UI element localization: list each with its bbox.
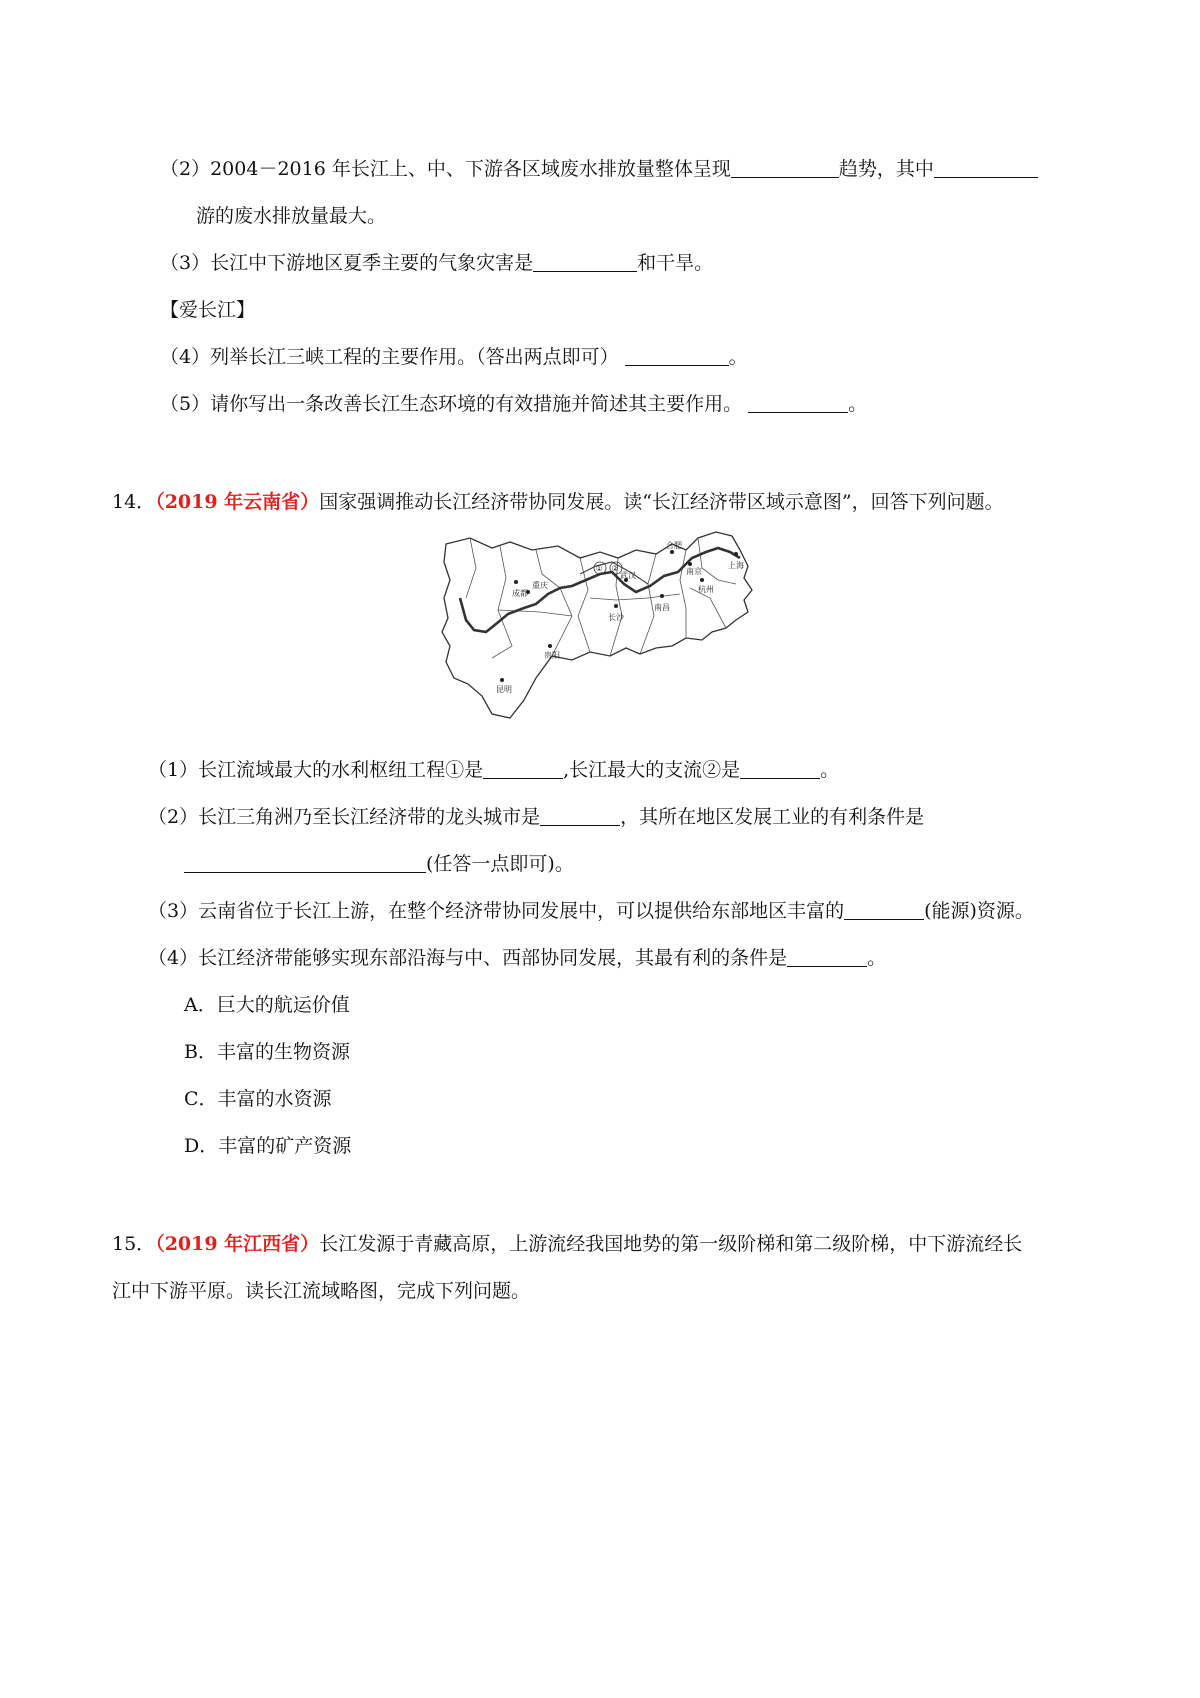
q14-1-answer-blank-1[interactable]: [483, 758, 563, 779]
map-label-chengdu: 成都: [512, 589, 528, 598]
q15-stem-1: 长江发源于青藏高原，上游流经我国地势的第一级阶梯和第二级阶梯，中下游流经长: [319, 1233, 1023, 1255]
q14-1-text-a: （1）长江流域最大的水利枢纽工程①是: [148, 759, 484, 781]
q15-stem-2: 江中下游平原。读长江流域略图，完成下列问题。: [112, 1280, 531, 1302]
map-label-guiyang: 贵阳: [544, 651, 560, 660]
map-label-mark-2: ②: [611, 564, 619, 573]
q14-1-text-b: ,长江最大的支流②是: [563, 759, 741, 781]
q13-2-answer-blank-1[interactable]: [731, 157, 839, 178]
q14-2-line1: [148, 805, 924, 829]
q14-number: 14．: [112, 491, 156, 513]
q14-option-d[interactable]: [184, 1134, 351, 1158]
map-label-hangzhou: 杭州: [698, 585, 714, 594]
q13-2-text-b: 趋势，其中: [838, 158, 934, 180]
q14-2-text-c: (任答一点即可)。: [426, 853, 574, 875]
q14-2-line2: [184, 852, 574, 876]
q14-option-a-text: A．巨大的航运价值: [184, 994, 350, 1016]
q13-2-line1: [160, 157, 1038, 181]
map-label-nanchang: 南昌: [654, 603, 670, 612]
map-label-changsha: 长沙: [608, 613, 624, 622]
q13-4-text-b: 。: [728, 346, 748, 368]
q14-1-answer-blank-2[interactable]: [740, 758, 820, 779]
q14-3-line: [148, 899, 1034, 923]
map-label-hefei: 合肥: [666, 541, 682, 550]
q13-2-text-a: （2）2004－2016 年长江上、中、下游各区域废水排放量整体呈现: [160, 158, 731, 180]
q14-option-c-text: C．丰富的水资源: [184, 1088, 332, 1110]
q14-4-text-b: 。: [867, 947, 887, 969]
q13-5-answer-blank[interactable]: [748, 392, 848, 413]
q13-2-answer-blank-2[interactable]: [934, 157, 1038, 178]
q15-stem-line1: [112, 1232, 1022, 1256]
q13-3-text-b: 和干旱。: [637, 252, 714, 274]
q14-3-answer-blank[interactable]: [844, 899, 924, 920]
changjiang-economic-belt-map: [440, 528, 760, 728]
q14-1-text-c: 。: [820, 759, 840, 781]
q14-2-answer-blank-2[interactable]: [184, 852, 426, 873]
q14-3-text-b: (能源)资源。: [924, 900, 1034, 922]
q13-4-line: [160, 345, 748, 369]
q14-2-text-b: ，其所在地区发展工业的有利条件是: [620, 806, 925, 828]
q13-4-text-a: （4）列举长江三峡工程的主要作用。（答出两点即可）: [160, 346, 619, 368]
q14-2-text-a: （2）长江三角洲乃至长江经济带的龙头城市是: [148, 806, 541, 828]
q15-stem-line2: [112, 1279, 530, 1303]
q14-2-answer-blank-1[interactable]: [540, 805, 620, 826]
section-heading-love-changjiang: [160, 298, 255, 322]
q15-number: 15．: [112, 1233, 156, 1255]
q13-2-text-c: 游的废水排放量最大。: [196, 205, 387, 227]
q15-source-tag: （2019 年江西省）: [155, 1233, 320, 1255]
q13-5-line: [160, 392, 867, 416]
q13-3-text-a: （3）长江中下游地区夏季主要的气象灾害是: [160, 252, 534, 274]
map-label-mark-1: ①: [595, 564, 603, 573]
q14-4-text-a: （4）长江经济带能够实现东部沿海与中、西部协同发展，其最有利的条件是: [148, 947, 788, 969]
section-heading-text: 【爱长江】: [160, 299, 256, 321]
q14-source-tag: （2019 年云南省）: [155, 491, 320, 513]
map-label-shanghai: 上海: [728, 561, 744, 570]
q13-2-line2: [196, 204, 386, 228]
q14-4-line: [148, 946, 886, 970]
map-outline: [442, 532, 752, 718]
q14-option-c[interactable]: [184, 1087, 332, 1111]
q14-option-b-text: B．丰富的生物资源: [184, 1041, 350, 1063]
map-label-nanjing: 南京: [686, 567, 702, 576]
q14-stem-line: [112, 490, 1004, 514]
q14-option-d-text: D．丰富的矿产资源: [184, 1135, 352, 1157]
q14-1-line: [148, 758, 839, 782]
q13-3-answer-blank[interactable]: [533, 251, 637, 272]
map-label-chongqing: 重庆: [532, 581, 548, 590]
q13-5-text-a: （5）请你写出一条改善长江生态环境的有效措施并简述其主要作用。: [160, 393, 743, 415]
map-label-wuhan: 武汉: [620, 571, 636, 580]
map-label-kunming: 昆明: [496, 685, 512, 694]
q14-stem: 国家强调推动长江经济带协同发展。读“长江经济带区域示意图”，回答下列问题。: [319, 491, 1004, 513]
q13-3-line: [160, 251, 713, 275]
q13-5-text-b: 。: [848, 393, 868, 415]
q14-option-b[interactable]: [184, 1040, 350, 1064]
q13-4-answer-blank[interactable]: [625, 345, 729, 366]
q14-3-text-a: （3）云南省位于长江上游，在整个经济带协同发展中，可以提供给东部地区丰富的: [148, 900, 845, 922]
q14-4-answer-blank[interactable]: [787, 946, 867, 967]
q14-option-a[interactable]: [184, 993, 350, 1017]
